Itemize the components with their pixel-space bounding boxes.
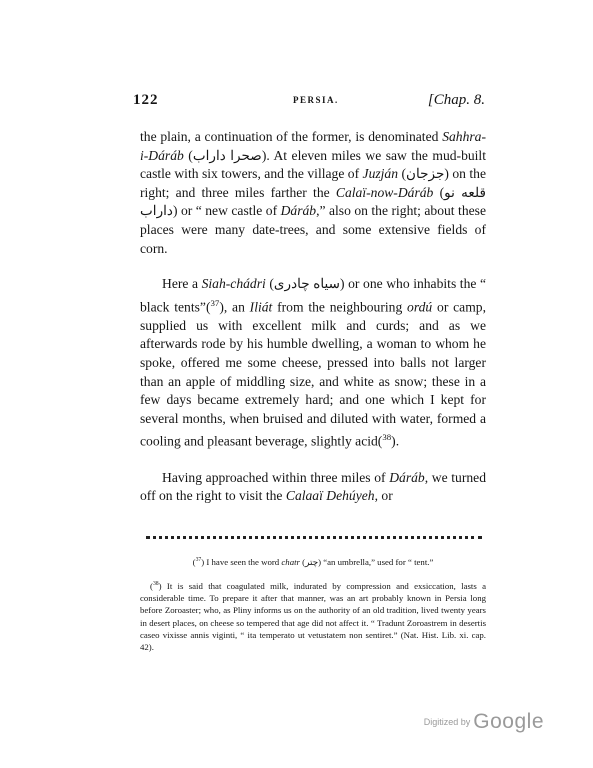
footnote-37 bbox=[140, 554, 486, 568]
text-run: (سیاه چادری) or one who inhabits the “ black tents”( bbox=[140, 276, 487, 315]
paragraph-2 bbox=[140, 275, 486, 451]
page-header bbox=[133, 92, 485, 112]
text-run: ), an bbox=[219, 299, 250, 315]
text-run: Here a bbox=[162, 276, 202, 292]
text-run: from the neighbouring bbox=[272, 299, 408, 315]
footnote-ref: 38 bbox=[152, 581, 159, 588]
paragraph-3 bbox=[140, 469, 486, 506]
text-run: ,” also on the right; about these places were many date-trees, and some extensive fields of corn. bbox=[140, 203, 486, 256]
footnote-ref: 37 bbox=[210, 297, 220, 308]
italic-term: ordú bbox=[407, 299, 433, 315]
italic-term: Calaaï Dehúyeh bbox=[285, 488, 375, 504]
text-run: the plain, a continuation of the former, is denominated bbox=[140, 129, 443, 144]
italic-term: Iliát bbox=[249, 299, 273, 315]
google-logo: Google bbox=[473, 710, 544, 733]
italic-term: Siah-chádri bbox=[201, 276, 266, 292]
footnote-divider bbox=[146, 536, 482, 539]
italic-term: Calaï-now-Dáráb bbox=[335, 184, 434, 200]
watermark-prefix: Digitized by bbox=[423, 717, 471, 727]
text-run: or camp, supplied us with excellent milk and curds; and as we afterwards rode by his humble dwelling, a woman to whom he spoke, offered me some cheese, pressed into balls not larger than an apple of middling size, and white as snow; these in a few days became extremely hard; and one which I kept for several months, when bruised and diluted with water, formed a cooling and pleasant beverage, slightly acid( bbox=[140, 299, 486, 449]
text-run: ). bbox=[391, 433, 400, 449]
paragraph-1 bbox=[140, 128, 486, 258]
italic-term: Dáráb bbox=[280, 203, 317, 219]
chapter-label: [Chap. 8. bbox=[427, 92, 485, 108]
footnote-ref: 38 bbox=[382, 432, 392, 443]
italic-term: Sahhra-i-Dáráb bbox=[140, 129, 486, 163]
text-run: (چتر) “an umbrella,” used for “ tent.” bbox=[299, 556, 434, 567]
text-run: (جزجان) on the right; and three miles farther the bbox=[140, 166, 486, 200]
text-run: ) I have seen the word bbox=[201, 556, 282, 567]
footnote-ref: 37 bbox=[195, 557, 202, 563]
body-text bbox=[140, 128, 486, 506]
digitized-by-google-watermark bbox=[424, 710, 544, 734]
text-run: ) It is said that coagulated milk, indurated by compression and exsiccation, lasts a considerable time. To prepare it after that manner, was an art probably known in Persia long before Zoroaster; who, as Pliny informs us on the authority of an old tradition, lived twenty years in desert places, on cheese so tempered that age did not affect it. “ Tradunt Zoroastrem in desertis caseo vixisse annis viginti, “ ita temperato ut vetustatem non sentiret.” (Nat. Hist. Lib. xi. cap. 42). bbox=[140, 581, 486, 653]
text-run: ( bbox=[192, 556, 196, 567]
italic-term: Juzján bbox=[362, 166, 399, 182]
italic-term: Dáráb bbox=[389, 469, 425, 485]
text-run: (قلعه نو داراب) or “ new castle of bbox=[140, 184, 486, 219]
running-head: PERSIA. bbox=[293, 95, 339, 105]
text-run: , we turned off on the right to visit the bbox=[140, 469, 486, 504]
page-number: 122 bbox=[133, 92, 159, 108]
footnotes bbox=[140, 554, 486, 653]
italic-term: chatr bbox=[281, 556, 300, 567]
text-run: (صحرا داراب). At eleven miles we saw the mud-built castle with six towers, and the village of bbox=[140, 147, 486, 182]
text-run: ( bbox=[150, 581, 153, 592]
footnote-38 bbox=[140, 578, 486, 653]
text-run: , or bbox=[374, 488, 393, 504]
text-run: Having approached within three miles of bbox=[162, 469, 390, 485]
